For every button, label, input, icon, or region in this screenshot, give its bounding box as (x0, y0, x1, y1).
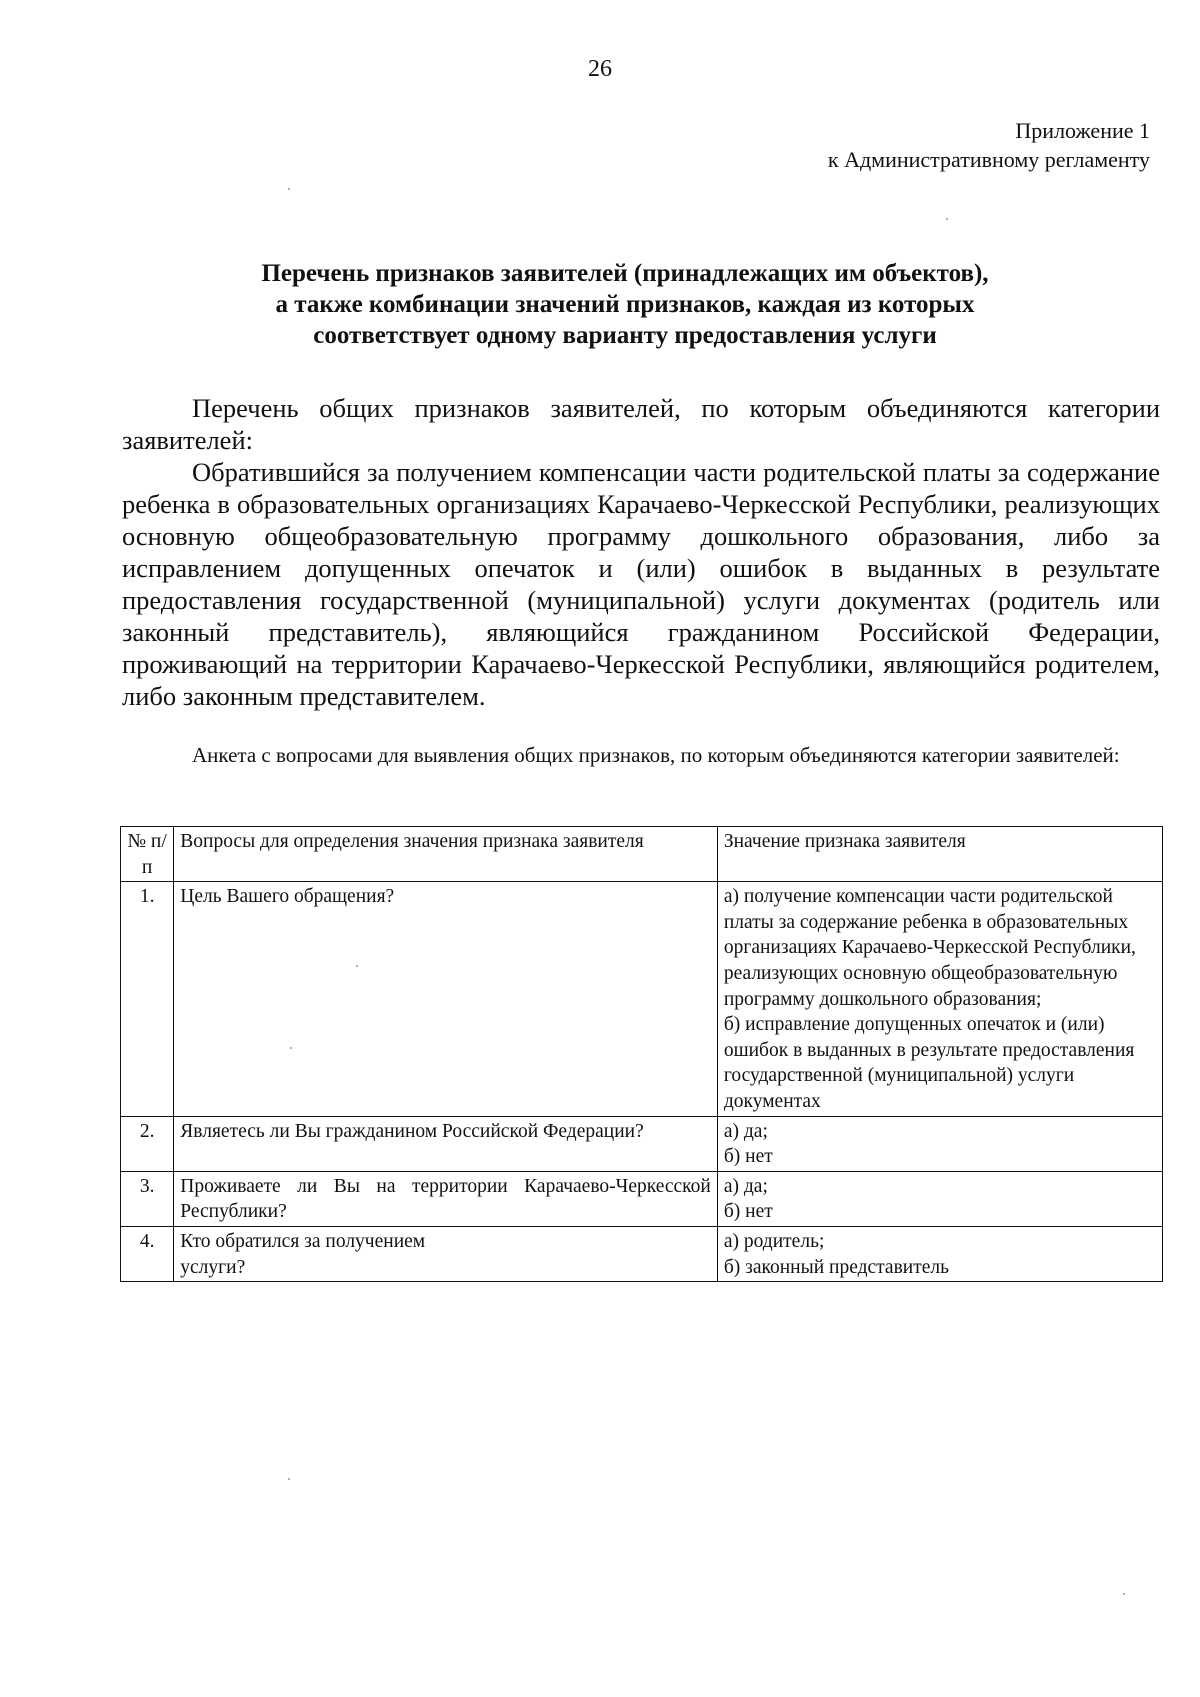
header-num: № п/п (121, 827, 174, 882)
table-row (121, 1171, 1163, 1226)
row-question: Кто обратился за получением услуги? (174, 1226, 718, 1281)
title-line-1: Перечень признаков заявителей (принадлежащих им объектов), (261, 260, 989, 287)
questionnaire-table (120, 826, 1163, 1282)
row-question: Проживаете ли Вы на территории Карачаево-Черкесской Республики? (174, 1171, 718, 1226)
document-title (120, 258, 1130, 351)
row-num: 4. (121, 1226, 174, 1281)
header-question: Вопросы для определения значения признака заявителя (174, 827, 718, 882)
paragraph-general-signs: Перечень общих признаков заявителей, по которым объединяются категории заявителей: (122, 393, 1160, 455)
appendix-note (828, 116, 1150, 174)
appendix-line-1: Приложение 1 (1015, 118, 1150, 143)
row-num: 2. (121, 1116, 174, 1171)
row-question: Цель Вашего обращения? (174, 882, 718, 1116)
scan-speck (290, 1047, 292, 1049)
title-line-2: а также комбинации значений признаков, каждая из которых (275, 291, 975, 318)
row-question: Являетесь ли Вы гражданином Российской Федерации? (174, 1116, 718, 1171)
table-row (121, 1226, 1163, 1281)
row-value: а) родитель; б) законный представитель (717, 1226, 1162, 1281)
appendix-line-2: к Административному регламенту (827, 147, 1150, 172)
table-header-row (121, 827, 1163, 882)
row-value: а) получение компенсации части родительской платы за содержание ребенка в образовательных организациях Карачаево-Черкесской Республики, реализующих основную общеобразовательную программу дошкольного образования; б) исправление допущенных опечаток и (или) ошибок в выданных в результате предоставления государственной (муниципальной) услуги документах (717, 882, 1162, 1116)
row-value: а) да; б) нет (717, 1171, 1162, 1226)
header-value: Значение признака заявителя (717, 827, 1162, 882)
scan-speck (356, 965, 358, 967)
row-num: 3. (121, 1171, 174, 1226)
questionnaire-intro: Анкета с вопросами для выявления общих признаков, по которым объединяются категории заявителей: (192, 743, 1120, 767)
scan-speck (946, 218, 948, 220)
scan-speck (288, 188, 290, 190)
paragraph-applicant-description: Обратившийся за получением компенсации части родительской платы за содержание ребенка в образовательных организациях Карачаево-Черкесской Республики, реализующих основную общеобразовательную программу дошкольного образования, либо за исправлением допущенных опечаток и (или) ошибок в выданных в результате предоставления государственной (муниципальной) услуги документах (родитель или законный представитель), являющийся гражданином Российской Федерации, проживающий на территории Карачаево-Черкесской Республики, являющийся родителем, либо законным представителем. (122, 457, 1160, 711)
table-row (121, 1116, 1163, 1171)
scan-speck (1123, 1593, 1125, 1595)
row-num: 1. (121, 882, 174, 1116)
page-number: 26 (588, 56, 612, 82)
table-row (121, 882, 1163, 1116)
title-line-3: соответствует одному варианту предоставления услуги (313, 322, 937, 349)
scan-speck (288, 1478, 290, 1480)
row-value: а) да; б) нет (717, 1116, 1162, 1171)
